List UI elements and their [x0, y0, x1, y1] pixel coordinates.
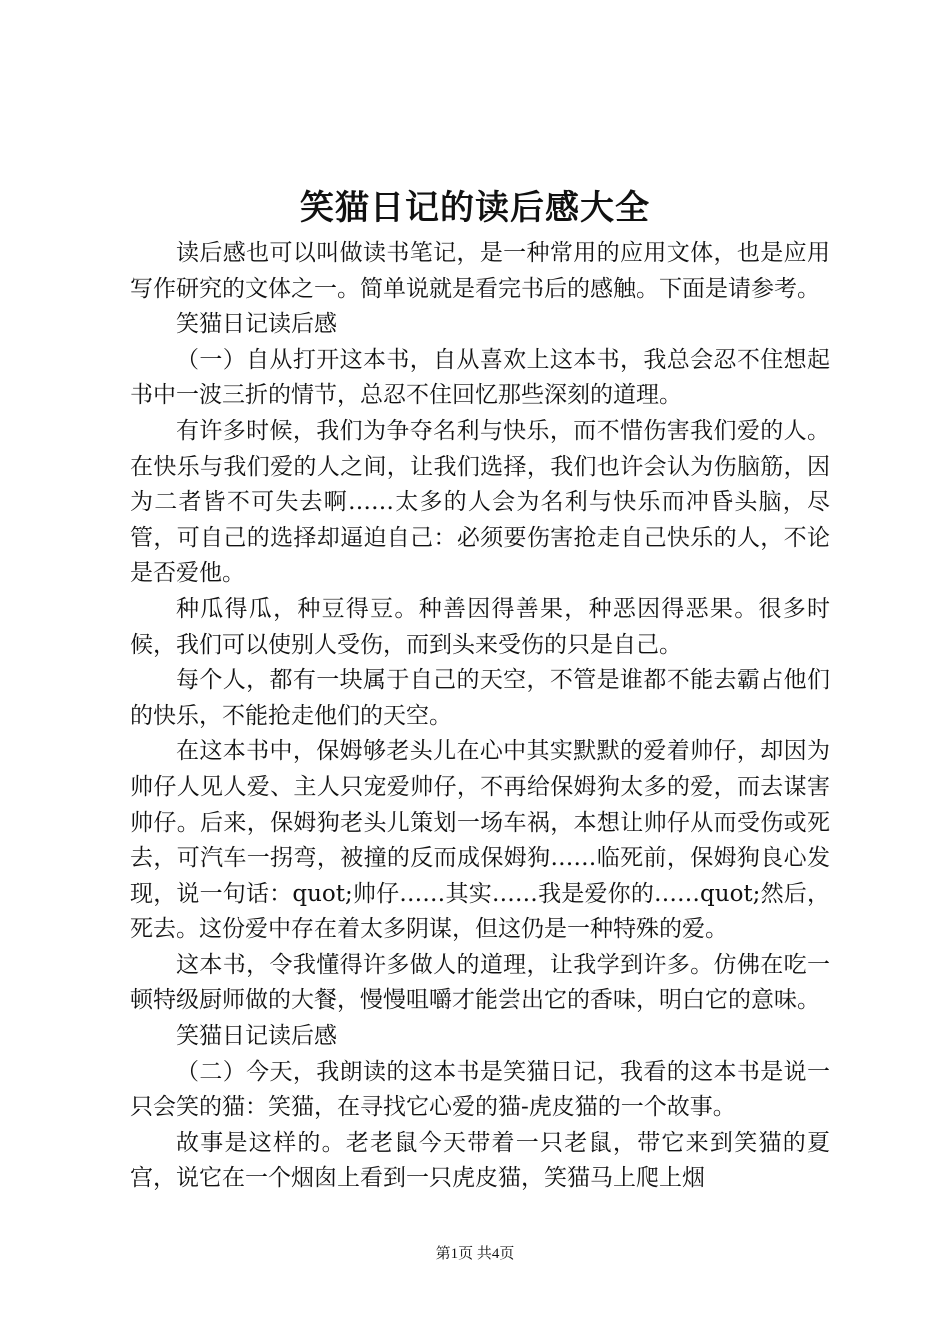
paragraph: 种瓜得瓜，种豆得豆。种善因得善果，种恶因得恶果。很多时候，我们可以使别人受伤，而到头来受伤的只是自己。	[130, 595, 830, 658]
document-title: 笑猫日记的读后感大全	[300, 188, 650, 228]
paragraph-intro: 读后感也可以叫做读书笔记，是一种常用的应用文体，也是应用写作研究的文体之一。简单说就是看完书后的感触。下面是请参考。	[130, 240, 830, 302]
paragraph: （二）今天，我朗读的这本书是笑猫日记，我看的这本书是说一只会笑的猫：笑猫，在寻找它心爱的猫-虎皮猫的一个故事。	[130, 1058, 830, 1121]
page-number-footer: 第1页 共4页	[435, 1246, 515, 1262]
paragraph: 有许多时候，我们为争夺名利与快乐，而不惜伤害我们爱的人。在快乐与我们爱的人之间，让我们选择，我们也许会认为伤脑筋，因为二者皆不可失去啊……太多的人会为名利与快乐而冲昏头脑，尽管，可自己的选择却逼迫自己：必须要伤害抢走自己快乐的人，不论是否爱他。	[130, 417, 830, 587]
paragraph: 故事是这样的。老老鼠今天带着一只老鼠，带它来到笑猫的夏宫，说它在一个烟囱上看到一只虎皮猫，笑猫马上爬上烟	[130, 1129, 830, 1192]
paragraph: 这本书，令我懂得许多做人的道理，让我学到许多。仿佛在吃一顿特级厨师做的大餐，慢慢咀嚼才能尝出它的香味，明白它的意味。	[130, 951, 830, 1014]
paragraph: 在这本书中，保姆够老头儿在心中其实默默的爱着帅仔，却因为帅仔人见人爱、主人只宠爱帅仔，不再给保姆狗太多的爱，而去谋害帅仔。后来，保姆狗老头儿策划一场车祸，本想让帅仔从而受伤或死去，可汽车一拐弯，被撞的反而成保姆狗……临死前，保姆狗良心发现，说一句话：quot;帅仔……其实……我是爱你的……quot;然后，死去。这份爱中存在着太多阴谋，但这仍是一种特殊的爱。	[130, 738, 830, 943]
section-heading-1: 笑猫日记读后感	[176, 311, 337, 338]
paragraph: 每个人，都有一块属于自己的天空，不管是谁都不能去霸占他们的快乐，不能抢走他们的天空。	[130, 667, 830, 729]
document-body	[130, 236, 830, 1197]
section-heading-2: 笑猫日记读后感	[176, 1023, 337, 1050]
paragraph: （一）自从打开这本书，自从喜欢上这本书，我总会忍不住想起书中一波三折的情节，总忍不住回忆那些深刻的道理。	[130, 346, 830, 409]
